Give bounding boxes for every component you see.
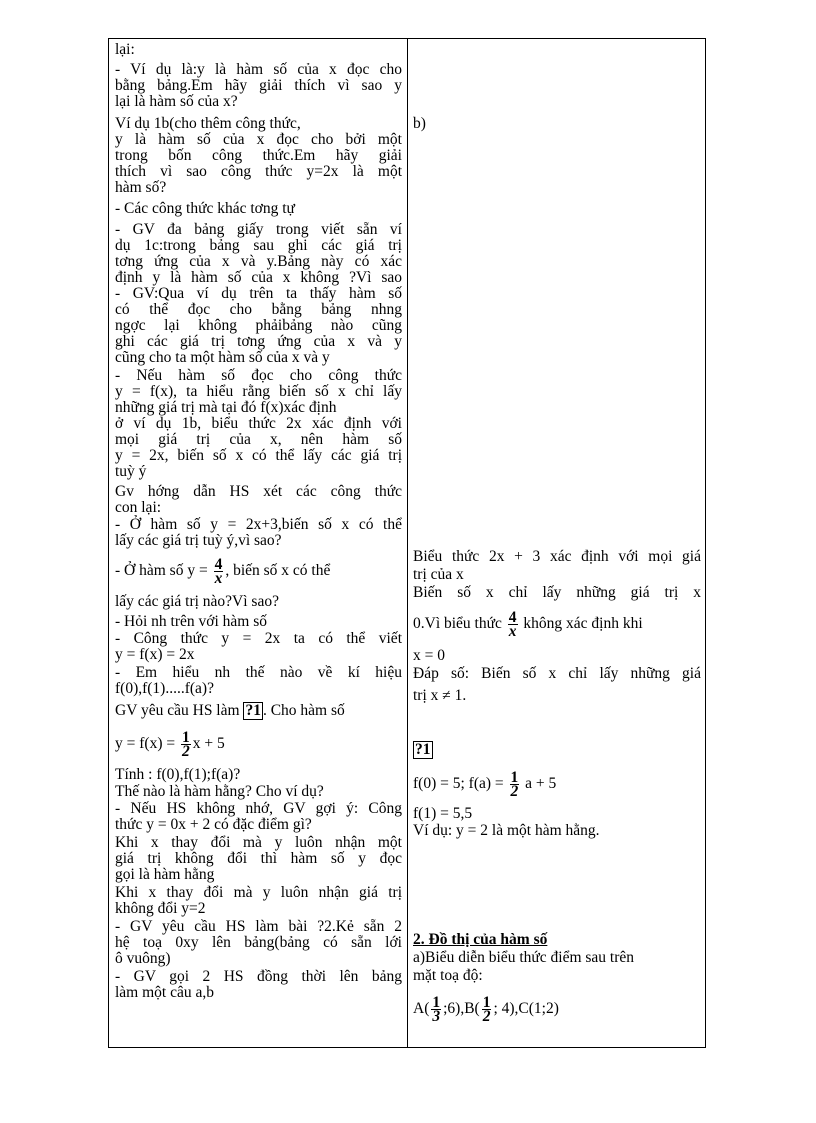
text-line: - Nếu hàm số đọc cho công thức bbox=[115, 367, 402, 384]
fraction-numerator: 1 bbox=[181, 728, 190, 746]
text-line: hàm số? bbox=[115, 179, 167, 196]
text-line-with-fraction bbox=[413, 604, 701, 644]
text-line: không đổi y=2 bbox=[115, 900, 206, 917]
text-line: tuỳ ý bbox=[115, 463, 147, 480]
fraction-numerator: 4 bbox=[508, 608, 517, 626]
fraction-denominator: x bbox=[508, 622, 517, 640]
text-line: Biến số x chỉ lấy những giá trị x bbox=[413, 584, 701, 601]
text-segment: GV yêu cầu HS làm bbox=[115, 702, 240, 719]
text-line: lấy các giá trị nào?Vì sao? bbox=[115, 593, 279, 610]
text-line: dụ 1c:trong bảng sau ghi các giá trị bbox=[115, 237, 402, 254]
text-line: thức y = 0x + 2 có đặc điểm gì? bbox=[115, 816, 312, 833]
text-line: định y là hàm số của x không ?Vì sao bbox=[115, 269, 402, 286]
fraction-4-over-x bbox=[214, 555, 224, 587]
text-line: trị x ≠ 1. bbox=[413, 687, 467, 704]
text-line: tơng ứng của x và y.Bảng này có xác bbox=[115, 253, 402, 270]
text-segment: ; 4),C(1;2) bbox=[493, 1000, 559, 1017]
text-line: a)Biểu diễn biểu thức điểm sau trên bbox=[413, 949, 635, 966]
text-segment: y = f(x) = bbox=[115, 735, 176, 752]
text-line: mặt toạ độ: bbox=[413, 967, 483, 984]
text-line: Thế nào là hàm hằng? Cho ví dụ? bbox=[115, 783, 324, 800]
text-segment: x + 5 bbox=[192, 735, 225, 752]
text-line: b) bbox=[413, 115, 426, 132]
text-line: ngợc lại không phảibảng nào cũng bbox=[115, 317, 402, 334]
text-line: cũng cho ta một hàm số của x và y bbox=[115, 349, 330, 366]
text-line: Đáp số: Biến số x chỉ lấy những giá bbox=[413, 665, 701, 682]
text-line: f(0),f(1).....f(a)? bbox=[115, 680, 214, 697]
text-line-with-box bbox=[115, 701, 402, 721]
text-line: - Ví dụ là:y là hàm số của x đọc cho bbox=[115, 61, 402, 78]
text-line-with-fraction bbox=[115, 724, 402, 764]
text-line-with-fractions bbox=[413, 989, 701, 1029]
fraction-1-over-2 bbox=[482, 993, 492, 1025]
text-line: y = 2x, biến số x có thể lấy các giá trị bbox=[115, 447, 402, 464]
fraction-denominator: 2 bbox=[482, 1007, 491, 1025]
fraction-denominator: x bbox=[214, 569, 223, 587]
text-line: bằng bảng.Em hãy giải thích vì sao y bbox=[115, 77, 402, 94]
text-line-with-box bbox=[413, 740, 701, 760]
teacher-activity-column bbox=[115, 39, 402, 1047]
text-segment: 0.Vì biểu thức bbox=[413, 615, 502, 632]
lesson-table bbox=[108, 38, 706, 1048]
text-segment: không xác định khi bbox=[523, 615, 643, 632]
text-line-with-fraction bbox=[115, 551, 402, 591]
fraction-numerator: 1 bbox=[510, 768, 519, 786]
text-line: trị của x bbox=[413, 566, 464, 583]
text-line: làm một câu a,b bbox=[115, 984, 214, 1001]
exercise-box: ?1 bbox=[245, 702, 261, 719]
text-segment: , biến số x có thể bbox=[225, 562, 331, 579]
fraction-numerator: 1 bbox=[432, 993, 441, 1011]
text-line: - GV:Qua ví dụ trên ta thấy hàm số bbox=[115, 285, 402, 302]
text-line: y = f(x) = 2x bbox=[115, 646, 195, 663]
fraction-numerator: 4 bbox=[214, 555, 223, 573]
text-line: - Nếu HS không nhớ, GV gợi ý: Công bbox=[115, 800, 402, 817]
text-segment: . Cho hàm số bbox=[262, 702, 345, 719]
text-line: x = 0 bbox=[413, 647, 445, 664]
text-segment: a + 5 bbox=[525, 775, 557, 792]
text-line: Ví dụ 1b(cho thêm công thức, bbox=[115, 115, 301, 132]
column-divider bbox=[407, 39, 408, 1047]
text-line: Khi x thay đổi mà y luôn nhận một bbox=[115, 834, 402, 851]
text-line: ghi các giá trị tơng ứng của x và y bbox=[115, 333, 402, 350]
text-segment: - Ở hàm số y = bbox=[115, 562, 208, 579]
text-segment: f(0) = 5; f(a) = bbox=[413, 775, 504, 792]
exercise-box: ?1 bbox=[415, 741, 431, 758]
text-line: giá trị không đổi thì hàm số y đọc bbox=[115, 850, 402, 867]
text-line: - Ở hàm số y = 2x+3,biến số x có thể bbox=[115, 516, 402, 533]
text-line: - Công thức y = 2x ta có thể viết bbox=[115, 630, 402, 647]
text-line: y = f(x), ta hiểu rằng biến số x chỉ lấy bbox=[115, 383, 402, 400]
student-activity-column bbox=[413, 39, 701, 1047]
text-line: - GV gọi 2 HS đồng thời lên bảng bbox=[115, 968, 402, 985]
text-line: - GV đa bảng giấy trong viết sẵn ví bbox=[115, 221, 402, 238]
text-line: Ví dụ: y = 2 là một hàm hằng. bbox=[413, 822, 600, 839]
fraction-numerator: 1 bbox=[482, 993, 491, 1011]
fraction-1-over-3 bbox=[431, 993, 441, 1025]
text-line: y là hàm số của x đọc cho bởi một bbox=[115, 131, 402, 148]
text-line: trong bốn công thức.Em hãy giải bbox=[115, 147, 402, 164]
text-line: gọi là hàm hằng bbox=[115, 866, 215, 883]
text-line: f(1) = 5,5 bbox=[413, 805, 473, 822]
text-line: những giá trị mà tại đó f(x)xác định bbox=[115, 399, 337, 416]
text-line-with-fraction bbox=[413, 764, 701, 804]
text-line: - Hỏi nh trên với hàm số bbox=[115, 613, 267, 630]
text-line: lại là hàm số của x? bbox=[115, 93, 238, 110]
text-line: - GV yêu cầu HS làm bài ?2.Kẻ sẵn 2 bbox=[115, 918, 402, 935]
fraction-denominator: 3 bbox=[432, 1007, 441, 1025]
text-segment: ;6),B( bbox=[443, 1000, 480, 1017]
fraction-4-over-x bbox=[508, 608, 518, 640]
text-line: ô vuông) bbox=[115, 950, 171, 967]
fraction-1-over-2 bbox=[181, 728, 191, 760]
text-line: - Em hiểu nh thế nào về kí hiệu bbox=[115, 664, 402, 681]
text-segment: A( bbox=[413, 1000, 430, 1017]
fraction-denominator: 2 bbox=[510, 782, 519, 800]
text-line: Biểu thức 2x + 3 xác định với mọi giá bbox=[413, 548, 701, 565]
text-line: Tính : f(0),f(1);f(a)? bbox=[115, 766, 241, 783]
text-line: mọi giá trị của x, nên hàm số bbox=[115, 431, 402, 448]
text-line: - Các công thức khác tơng tự bbox=[115, 200, 295, 217]
text-line: ở ví dụ 1b, biểu thức 2x xác định với bbox=[115, 415, 402, 432]
text-line: có thể đọc cho bằng bảng nhng bbox=[115, 301, 402, 318]
text-line: con lại: bbox=[115, 499, 162, 516]
text-line: Gv hớng dẫn HS xét các công thức bbox=[115, 483, 402, 500]
text-line: thích vì sao công thức y=2x là một bbox=[115, 163, 402, 180]
fraction-denominator: 2 bbox=[181, 742, 190, 760]
text-line: hệ toạ 0xy lên bảng(bảng có sẵn lới bbox=[115, 934, 402, 951]
fraction-1-over-2 bbox=[510, 768, 520, 800]
section-heading: 2. Đồ thị của hàm số bbox=[413, 931, 548, 948]
text-line: lấy các giá trị tuỳ ý,vì sao? bbox=[115, 532, 282, 549]
text-line: lại: bbox=[115, 41, 135, 58]
text-line: Khi x thay đổi mà y luôn nhận giá trị bbox=[115, 884, 402, 901]
